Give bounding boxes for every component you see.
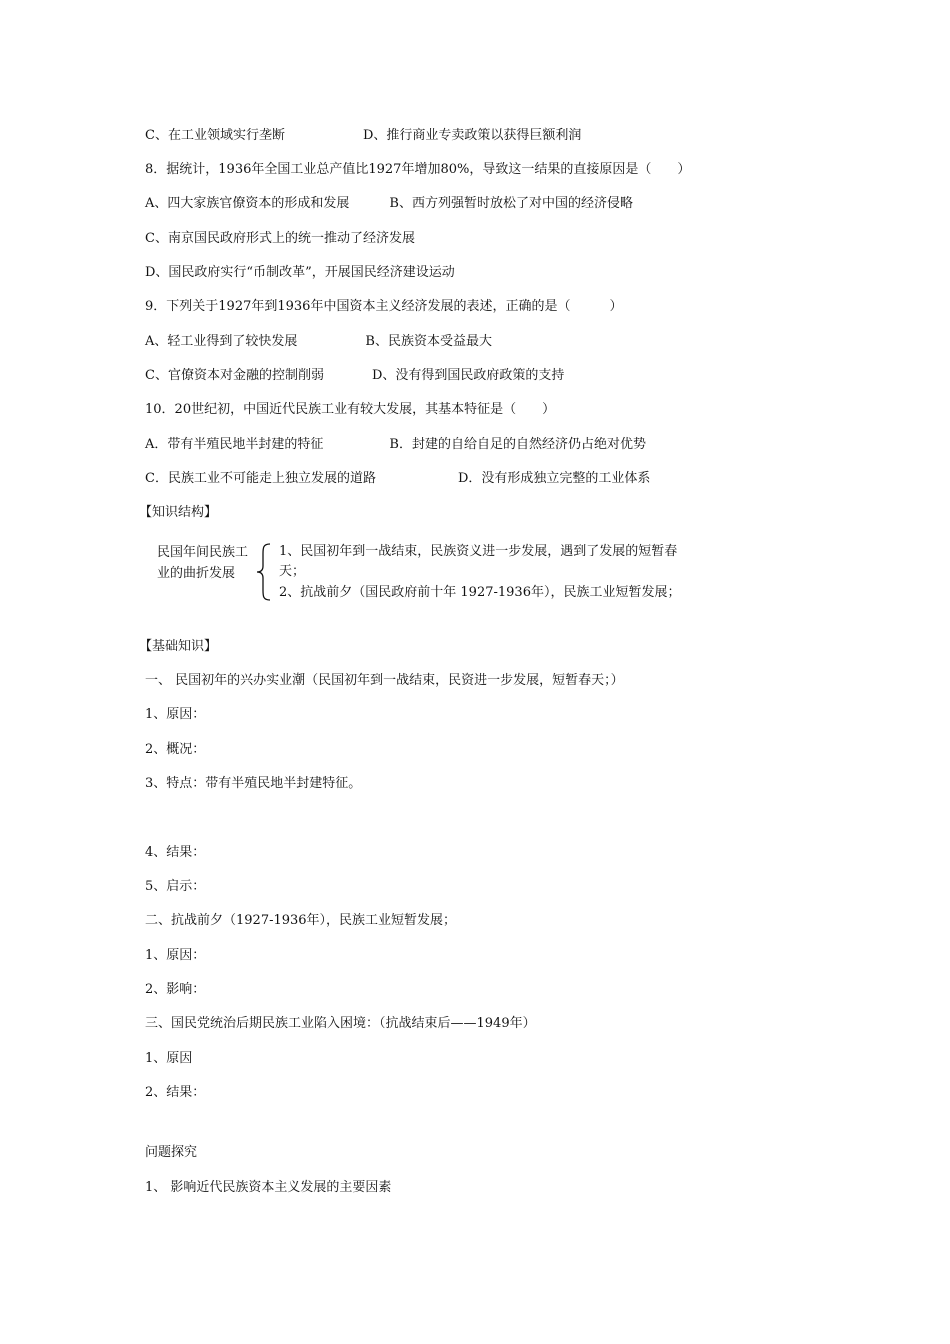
- section-1-title: 一、 民国初年的兴办实业潮（民国初年到一战结束，民资进一步发展，短暂春天；）: [145, 673, 624, 688]
- q7-option-c: C、在工业领域实行垄断: [145, 128, 285, 143]
- section-3-title: 三、国民党统治后期民族工业陷入困境：（抗战结束后——1949年）: [145, 1016, 536, 1031]
- q10-option-a: A．带有半殖民地半封建的特征: [145, 437, 324, 452]
- q8-option-d: D、国民政府实行“币制改革”，开展国民经济建设运动: [145, 265, 455, 280]
- q10-option-c: C．民族工业不可能走上独立发展的道路: [145, 471, 376, 486]
- q8-options-ab-row: [145, 196, 633, 212]
- q9-options-cd-row: [145, 368, 564, 384]
- section-2-title: 二、抗战前夕（1927-1936年），民族工业短暂发展；: [145, 913, 457, 928]
- section-1-item-overview: 2、概况：: [145, 742, 206, 757]
- q7-options-cd-row: [145, 128, 581, 144]
- q9-options-ab-row: [145, 334, 492, 350]
- knowledge-branch-2: 2、抗战前夕（国民政府前十年 1927-1936年），民族工业短暂发展；: [279, 585, 681, 600]
- q10-options-cd-row: [145, 471, 650, 487]
- q7-option-d: D、推行商业专卖政策以获得巨额利润: [362, 128, 582, 143]
- curly-brace-icon: [255, 542, 273, 602]
- q8-stem: 8．据统计，1936年全国工业总产值比1927年增加80%，导致这一结果的直接原因是（ ）: [145, 162, 691, 177]
- q9-option-c: C、官僚资本对金融的控制削弱: [145, 368, 324, 383]
- section-3-item-result: 2、结果：: [145, 1085, 206, 1100]
- q8-option-a: A、四大家族官僚资本的形成和发展: [145, 196, 350, 211]
- inquiry-item-1: 1、 影响近代民族资本主义发展的主要因素: [145, 1180, 392, 1195]
- basic-knowledge-heading: 【基础知识】: [139, 639, 218, 654]
- q9-option-b: B、民族资本受益最大: [365, 334, 492, 349]
- q10-option-d: D．没有形成独立完整的工业体系: [457, 471, 651, 486]
- q9-stem: 9．下列关于1927年到1936年中国资本主义经济发展的表述，正确的是（ ）: [145, 299, 623, 314]
- section-3-item-cause: 1、原因: [145, 1051, 193, 1066]
- section-1-item-lesson: 5、启示：: [145, 879, 206, 894]
- section-2-item-cause: 1、原因：: [145, 948, 206, 963]
- knowledge-branch-1-continued: 天；: [279, 564, 306, 579]
- section-1-item-result: 4、结果：: [145, 845, 206, 860]
- knowledge-branch-1: 1、民国初年到一战结束，民族资义进一步发展，遇到了发展的短暂春: [279, 544, 678, 559]
- knowledge-structure-diagram: [157, 542, 737, 612]
- section-2-item-impact: 2、影响：: [145, 982, 206, 997]
- q10-option-b: B．封建的自给自足的自然经济仍占绝对优势: [389, 437, 646, 452]
- q8-option-b: B、西方列强暂时放松了对中国的经济侵略: [389, 196, 633, 211]
- q9-option-d: D、没有得到国民政府政策的支持: [371, 368, 565, 383]
- knowledge-structure-root-label: 民国年间民族工业的曲折发展: [157, 545, 249, 581]
- q10-options-ab-row: [145, 437, 646, 453]
- knowledge-structure-heading: 【知识结构】: [139, 505, 218, 520]
- q9-option-a: A、轻工业得到了较快发展: [145, 334, 298, 349]
- section-1-item-feature: 3、特点：带有半殖民地半封建特征。: [145, 776, 362, 791]
- q10-stem: 10．20世纪初，中国近代民族工业有较大发展，其基本特征是（ ）: [145, 402, 556, 417]
- section-1-item-cause: 1、原因：: [145, 707, 206, 722]
- inquiry-heading: 问题探究: [145, 1145, 198, 1160]
- q8-option-c: C、南京国民政府形式上的统一推动了经济发展: [145, 231, 415, 246]
